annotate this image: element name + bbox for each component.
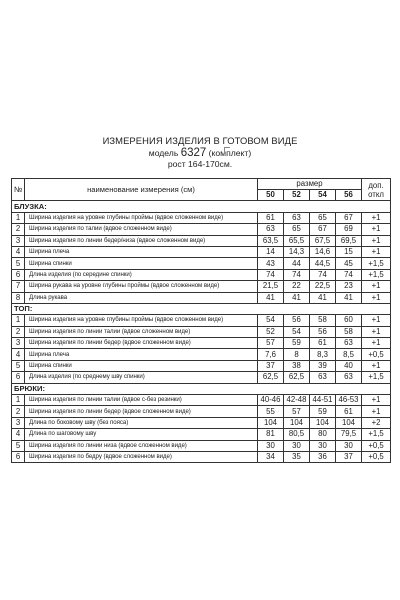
size-value: 81	[258, 429, 284, 440]
table-row	[12, 246, 391, 257]
size-value: 55	[258, 406, 284, 417]
tolerance-value: +1	[362, 292, 391, 303]
size-value: 21,5	[258, 281, 284, 292]
table-row	[12, 281, 391, 292]
measurement-name: Ширина изделия по линии бедер/низа (вдвое сложенном виде)	[25, 235, 258, 246]
size-header: 54	[310, 190, 336, 201]
size-value: 65	[284, 224, 310, 235]
size-value: 57	[258, 338, 284, 349]
row-number: 2	[12, 406, 25, 417]
section-row	[12, 383, 391, 394]
table-row	[12, 258, 391, 269]
section-title: ТОП:	[12, 303, 258, 314]
size-value: 63,5	[258, 235, 284, 246]
size-value: 67	[310, 224, 336, 235]
tolerance-value: +1	[362, 360, 391, 371]
size-value: 69,5	[336, 235, 362, 246]
measurement-name: Длина рукава	[25, 292, 258, 303]
size-value: 74	[310, 269, 336, 280]
measurement-name: Ширина изделия по талии (вдвое сложенном виде)	[25, 224, 258, 235]
measurement-name: Ширина изделия на уровне глубины проймы (вдвое сложенном виде)	[25, 212, 258, 223]
size-value: 8,3	[310, 349, 336, 360]
size-value: 62,5	[284, 372, 310, 383]
table-row	[12, 326, 391, 337]
tolerance-value: +0,5	[362, 349, 391, 360]
col-name-header: наименование измерения (см)	[25, 179, 258, 201]
size-value: 104	[336, 417, 362, 428]
model-note: (комплект)	[208, 148, 252, 158]
size-value: 58	[310, 315, 336, 326]
row-number: 8	[12, 292, 25, 303]
col-tolerance-header: доп. откл	[362, 179, 391, 201]
measurement-name: Ширина изделия по линии бедер (вдвое сложенном виде)	[25, 338, 258, 349]
tolerance-value: +1	[362, 338, 391, 349]
size-value: 65	[310, 212, 336, 223]
size-value: 45	[336, 258, 362, 269]
size-value: 14,3	[284, 246, 310, 257]
size-value: 56	[310, 326, 336, 337]
size-value: 57	[284, 406, 310, 417]
table-row	[12, 338, 391, 349]
size-value: 8	[284, 349, 310, 360]
size-value: 74	[336, 269, 362, 280]
row-number: 6	[12, 451, 25, 462]
section-row	[12, 201, 391, 212]
size-value: 104	[310, 417, 336, 428]
size-value: 59	[310, 406, 336, 417]
row-number: 1	[12, 315, 25, 326]
section-row	[12, 303, 391, 314]
measurements-table	[11, 178, 391, 463]
tolerance-value: +2	[362, 417, 391, 428]
row-number: 5	[12, 440, 25, 451]
size-value: 37	[336, 451, 362, 462]
row-number: 7	[12, 281, 25, 292]
measurement-name: Ширина изделия по линии талии (вдвое с-без резинки)	[25, 395, 258, 406]
size-value: 67,5	[310, 235, 336, 246]
size-value: 44,5	[310, 258, 336, 269]
measurement-name: Ширина спинки	[25, 360, 258, 371]
table-row	[12, 315, 391, 326]
tolerance-value: +1,5	[362, 258, 391, 269]
size-value: 7,6	[258, 349, 284, 360]
tolerance-value: +0,5	[362, 451, 391, 462]
measurement-name: Ширина изделия по линии бедер (вдвое сложенном виде)	[25, 406, 258, 417]
size-value: 34	[258, 451, 284, 462]
measurement-name: Ширина изделия по бедру (вдвое сложенном виде)	[25, 451, 258, 462]
size-value: 40	[336, 360, 362, 371]
size-value: 63	[310, 372, 336, 383]
size-value: 41	[336, 292, 362, 303]
size-header: 50	[258, 190, 284, 201]
tolerance-value: +1	[362, 326, 391, 337]
size-value: 63	[336, 372, 362, 383]
section-spacer	[258, 303, 391, 314]
row-number: 3	[12, 235, 25, 246]
size-value: 63	[336, 338, 362, 349]
col-number-header: №	[12, 179, 25, 201]
size-value: 14,6	[310, 246, 336, 257]
size-value: 74	[258, 269, 284, 280]
size-value: 40-46	[258, 395, 284, 406]
row-number: 6	[12, 269, 25, 280]
size-header: 56	[336, 190, 362, 201]
measurement-name: Ширина изделия по линии талии (вдвое сложенном виде)	[25, 326, 258, 337]
size-value: 39	[310, 360, 336, 371]
size-value: 56	[284, 315, 310, 326]
measurement-name: Ширина плеча	[25, 246, 258, 257]
size-value: 104	[284, 417, 310, 428]
row-number: 5	[12, 360, 25, 371]
size-value: 44-51	[310, 395, 336, 406]
size-value: 37	[258, 360, 284, 371]
table-row	[12, 406, 391, 417]
row-number: 4	[12, 349, 25, 360]
table-header-row	[12, 179, 391, 190]
height-note: рост 164-170см.	[167, 159, 233, 169]
model-line	[0, 147, 400, 159]
table-row	[12, 360, 391, 371]
size-value: 79,5	[336, 429, 362, 440]
tolerance-value: +1	[362, 406, 391, 417]
row-number: 2	[12, 326, 25, 337]
section-title: БРЮКИ:	[12, 383, 258, 394]
table-body	[12, 201, 391, 463]
row-number: 1	[12, 212, 25, 223]
size-value: 22	[284, 281, 310, 292]
size-value: 67	[336, 212, 362, 223]
table-row	[12, 372, 391, 383]
row-number: 4	[12, 246, 25, 257]
size-value: 104	[258, 417, 284, 428]
size-value: 36	[310, 451, 336, 462]
table-row	[12, 417, 391, 428]
size-value: 41	[284, 292, 310, 303]
tolerance-value: +0,5	[362, 440, 391, 451]
measurement-name: Ширина изделия по линии низа (вдвое сложенном виде)	[25, 440, 258, 451]
measurement-name: Ширина рукава на уровне глубины проймы (вдвое сложенном виде)	[25, 281, 258, 292]
row-number: 2	[12, 224, 25, 235]
table-row	[12, 269, 391, 280]
row-number: 3	[12, 417, 25, 428]
size-value: 42-48	[284, 395, 310, 406]
size-value: 38	[284, 360, 310, 371]
table-row	[12, 349, 391, 360]
size-value: 35	[284, 451, 310, 462]
row-number: 1	[12, 395, 25, 406]
table-row	[12, 429, 391, 440]
row-number: 4	[12, 429, 25, 440]
row-number: 3	[12, 338, 25, 349]
size-value: 80,5	[284, 429, 310, 440]
section-spacer	[258, 383, 391, 394]
tolerance-value: +1	[362, 315, 391, 326]
measurement-name: Длина по боковому шву (без пояса)	[25, 417, 258, 428]
size-value: 22,5	[310, 281, 336, 292]
tolerance-value: +1,5	[362, 372, 391, 383]
size-value: 8,5	[336, 349, 362, 360]
size-value: 63	[284, 212, 310, 223]
size-value: 15	[336, 246, 362, 257]
size-value: 80	[310, 429, 336, 440]
size-value: 69	[336, 224, 362, 235]
corner-mark	[224, 147, 230, 153]
size-value: 43	[258, 258, 284, 269]
tolerance-value: +1	[362, 235, 391, 246]
size-value: 59	[284, 338, 310, 349]
table-row	[12, 212, 391, 223]
size-value: 54	[284, 326, 310, 337]
size-value: 63	[258, 224, 284, 235]
table-row	[12, 395, 391, 406]
size-value: 74	[284, 269, 310, 280]
measurement-name: Длина по шаговому шву	[25, 429, 258, 440]
size-value: 30	[284, 440, 310, 451]
size-value: 61	[258, 212, 284, 223]
tolerance-value: +1	[362, 281, 391, 292]
size-value: 41	[310, 292, 336, 303]
section-spacer	[258, 201, 391, 212]
tolerance-value: +1,5	[362, 429, 391, 440]
model-label: модель	[148, 148, 179, 158]
measurement-name: Длина изделия (по середине спинки)	[25, 269, 258, 280]
measurement-name: Длина изделия (по среднему шву спинки)	[25, 372, 258, 383]
measurement-name: Ширина плеча	[25, 349, 258, 360]
size-value: 30	[258, 440, 284, 451]
section-title: БЛУЗКА:	[12, 201, 258, 212]
size-value: 30	[336, 440, 362, 451]
table-row	[12, 451, 391, 462]
size-value: 60	[336, 315, 362, 326]
size-value: 62,5	[258, 372, 284, 383]
table-row	[12, 440, 391, 451]
size-value: 14	[258, 246, 284, 257]
size-value: 61	[336, 406, 362, 417]
size-value: 46-53	[336, 395, 362, 406]
size-value: 30	[310, 440, 336, 451]
col-size-header: размер	[258, 179, 362, 190]
measurement-name: Ширина спинки	[25, 258, 258, 269]
document-title: ИЗМЕРЕНИЯ ИЗДЕЛИЯ В ГОТОВОМ ВИДЕ	[102, 135, 298, 146]
size-value: 44	[284, 258, 310, 269]
size-header: 52	[284, 190, 310, 201]
size-value: 54	[258, 315, 284, 326]
tolerance-value: +1	[362, 224, 391, 235]
measurement-name: Ширина изделия на уровне глубины проймы (вдвое сложенном виде)	[25, 315, 258, 326]
model-number: 6327	[180, 147, 207, 159]
size-value: 58	[336, 326, 362, 337]
table-row	[12, 224, 391, 235]
table-row	[12, 292, 391, 303]
size-value: 52	[258, 326, 284, 337]
tolerance-value: +1	[362, 395, 391, 406]
tolerance-value: +1,5	[362, 269, 391, 280]
size-value: 61	[310, 338, 336, 349]
tolerance-value: +1	[362, 246, 391, 257]
size-value: 23	[336, 281, 362, 292]
table-row	[12, 235, 391, 246]
row-number: 6	[12, 372, 25, 383]
size-value: 65,5	[284, 235, 310, 246]
size-value: 41	[258, 292, 284, 303]
tolerance-value: +1	[362, 212, 391, 223]
row-number: 5	[12, 258, 25, 269]
